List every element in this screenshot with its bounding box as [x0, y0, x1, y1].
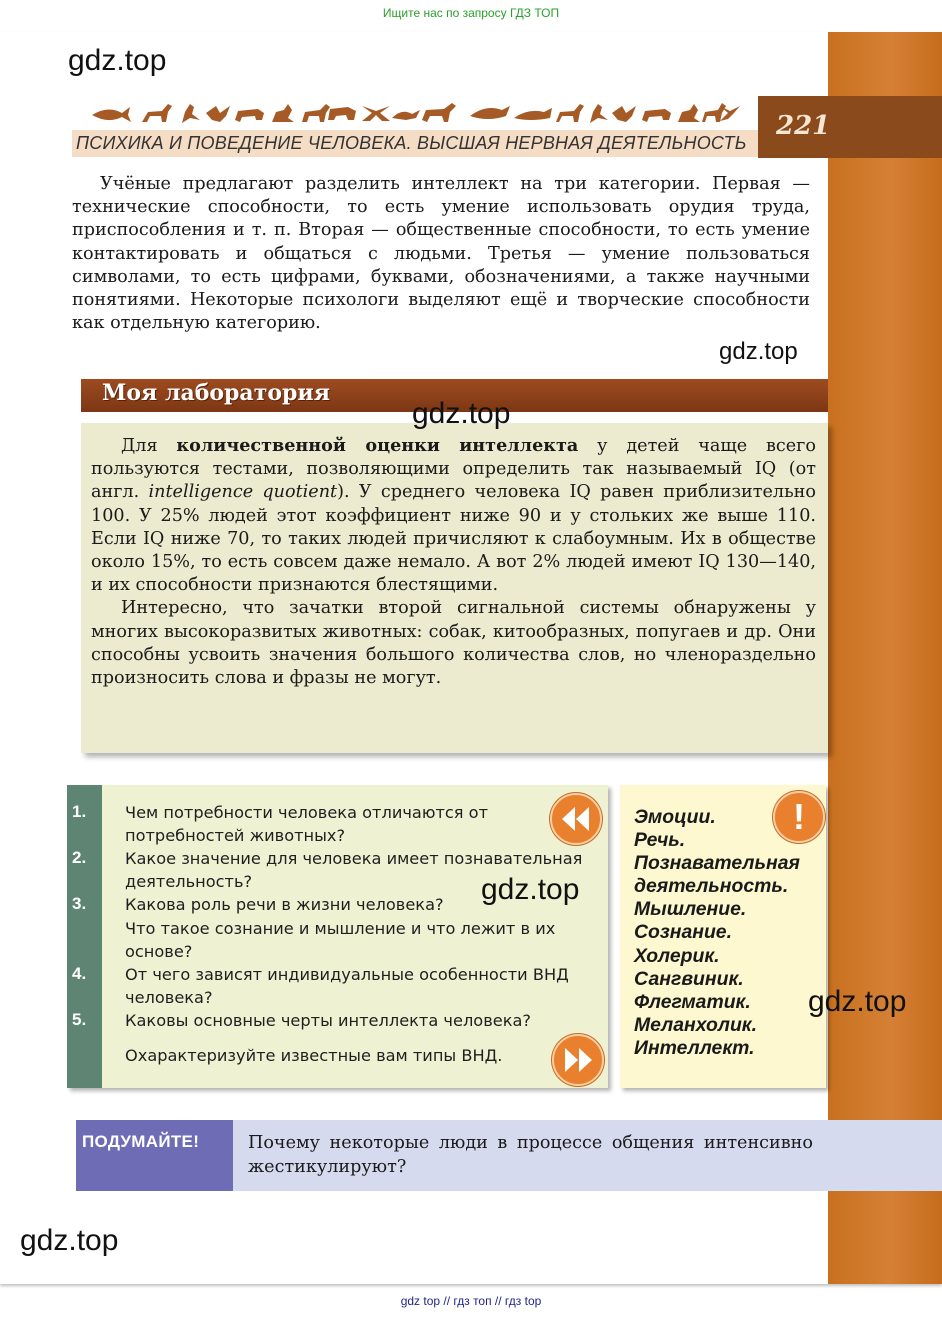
top-banner: Ищите нас по запросу ГДЗ ТОП [382, 6, 560, 20]
watermark: gdz.top [20, 1224, 119, 1257]
horse-icon [422, 103, 456, 122]
keyword-item: Холерик. [634, 944, 720, 967]
lab-title: Моя лаборатория [102, 380, 330, 406]
think-question: Почему некоторые люди в процессе общения интенсивно жестикулируют? [248, 1133, 813, 1177]
lab-p1-italic: intelligence quotient [148, 482, 338, 503]
whale-icon [514, 108, 552, 120]
bottom-banner: gdz top // гдз топ // гдз top [400, 1294, 542, 1308]
keyword-item: Речь. [634, 829, 686, 852]
insect-icon [206, 106, 230, 122]
bird-icon-2 [590, 104, 608, 123]
running-header-title: ПСИХИКА И ПОВЕДЕНИЕ ЧЕЛОВЕКА. ВЫСШАЯ НЕРВНАЯ ДЕЯТЕЛЬНОСТЬ [76, 133, 747, 153]
question-number-1: 1. [72, 802, 87, 821]
keyword-item: Интеллект. [634, 1036, 755, 1059]
keyword-item: Познавательная [634, 852, 800, 875]
think-label-box [76, 1120, 233, 1191]
question-2: Какое значение для человека имеет познавательная деятельность? [125, 849, 583, 891]
animal-silhouettes-ornament [90, 98, 740, 128]
questions-number-column [67, 785, 102, 1088]
intro-paragraph [72, 173, 810, 335]
exclamation-icon: ! [773, 791, 825, 843]
question-number-5: 5. [72, 1010, 87, 1029]
question-1: Чем потребности человека отличаются от потребностей животных? [125, 803, 489, 845]
watermark: gdz.top [412, 397, 511, 430]
cat-icon [272, 104, 294, 122]
question-number-4: 4. [72, 964, 87, 983]
question-5: Каковы основные черты интеллекта человека? [125, 1011, 531, 1030]
keyword-item: Мышление. [634, 898, 747, 921]
deer-icon-2 [556, 104, 584, 122]
watermark: gdz.top [481, 873, 580, 906]
think-label: ПОДУМАЙТЕ! [82, 1132, 200, 1151]
watermark: gdz.top [719, 338, 798, 365]
fish-icon [92, 107, 131, 122]
butterfly-icon [362, 106, 390, 121]
keyword-item: Сознание. [634, 921, 732, 944]
lab-p1-before: Для [121, 436, 177, 456]
deer-icon [142, 104, 172, 122]
bison-icon [328, 107, 356, 120]
question-3: Какова роль речи в жизни человека? [125, 895, 444, 914]
keywords-list [634, 806, 800, 1060]
question-6: Охарактеризуйте известные вам типы ВНД. [125, 1046, 503, 1065]
question-4: От чего зависят индивидуальные особенности ВНД человека? [125, 965, 569, 1007]
page-number: 221 [776, 111, 831, 141]
dolphin-icon [470, 106, 510, 119]
keyword-item: Эмоции. [634, 806, 716, 828]
watermark: gdz.top [68, 44, 167, 77]
lab-content [91, 434, 816, 690]
rewind-icon [550, 793, 602, 845]
lab-paragraph-2: Интересно, что зачатки второй сигнальной системы обнаружены у многих высокоразвитых животных: собак, китообразных, попугаев и др. Они способны усвоить значения большого количества слов, но членораздельно произносить слова и фразы не могут. [91, 598, 816, 689]
question-number-2: 2. [72, 848, 87, 867]
lab-paragraph-1 [91, 434, 816, 597]
scorpion-icon [392, 110, 420, 120]
insect-icon-2 [612, 106, 636, 122]
butterfly-icon-2 [720, 106, 740, 121]
keyword-item: Сангвиник. [634, 967, 744, 990]
question-3b: Что такое сознание и мышление и что лежит в их основе? [125, 919, 556, 961]
fast-forward-icon [552, 1034, 604, 1086]
page-edge-strip [828, 32, 942, 1284]
question-number-3: 3. [72, 894, 87, 913]
cat-icon-2 [678, 104, 700, 122]
boar-icon-2 [642, 109, 671, 122]
watermark: gdz.top [808, 985, 907, 1018]
goat-icon [302, 104, 330, 122]
keyword-item: деятельность. [634, 875, 789, 898]
keyword-item: Флегматик. [634, 990, 751, 1013]
lab-p1-bold: количественной оценки интеллекта [176, 435, 579, 456]
bird-icon [182, 104, 200, 123]
boar-icon [235, 109, 264, 122]
lab-p1-after: ). У среднего человека IQ равен приблизительно 100. У 25% людей этот коэффициент ниже 90 и у стольких же выше 110. Если IQ ниже 70, то таких людей причисляют к слабоумным. Их в обществе около 15%, то есть совсем даже немало. А вот 2% людей имеют IQ 130—140, и их способности признаются блестящими. [91, 482, 816, 596]
keyword-item: Меланхолик. [634, 1013, 757, 1036]
intro-text: Учёные предлагают разделить интеллект на три категории. Первая — технические способности, то есть умение использовать орудия труда, приспособления и т. п. Вторая — общественные способности, то есть умение контактировать и общаться с людьми. Третья — умение пользоваться символами, то есть цифрами, буквами, обозначениями, а также научными понятиями. Некоторые психологи выделяют ещё и творческие способности как отдельную категорию. [72, 174, 810, 334]
lab-p1-mid: у детей чаще всего пользуются тестами, позволяющими определить так называемый IQ (от англ. [91, 436, 816, 503]
